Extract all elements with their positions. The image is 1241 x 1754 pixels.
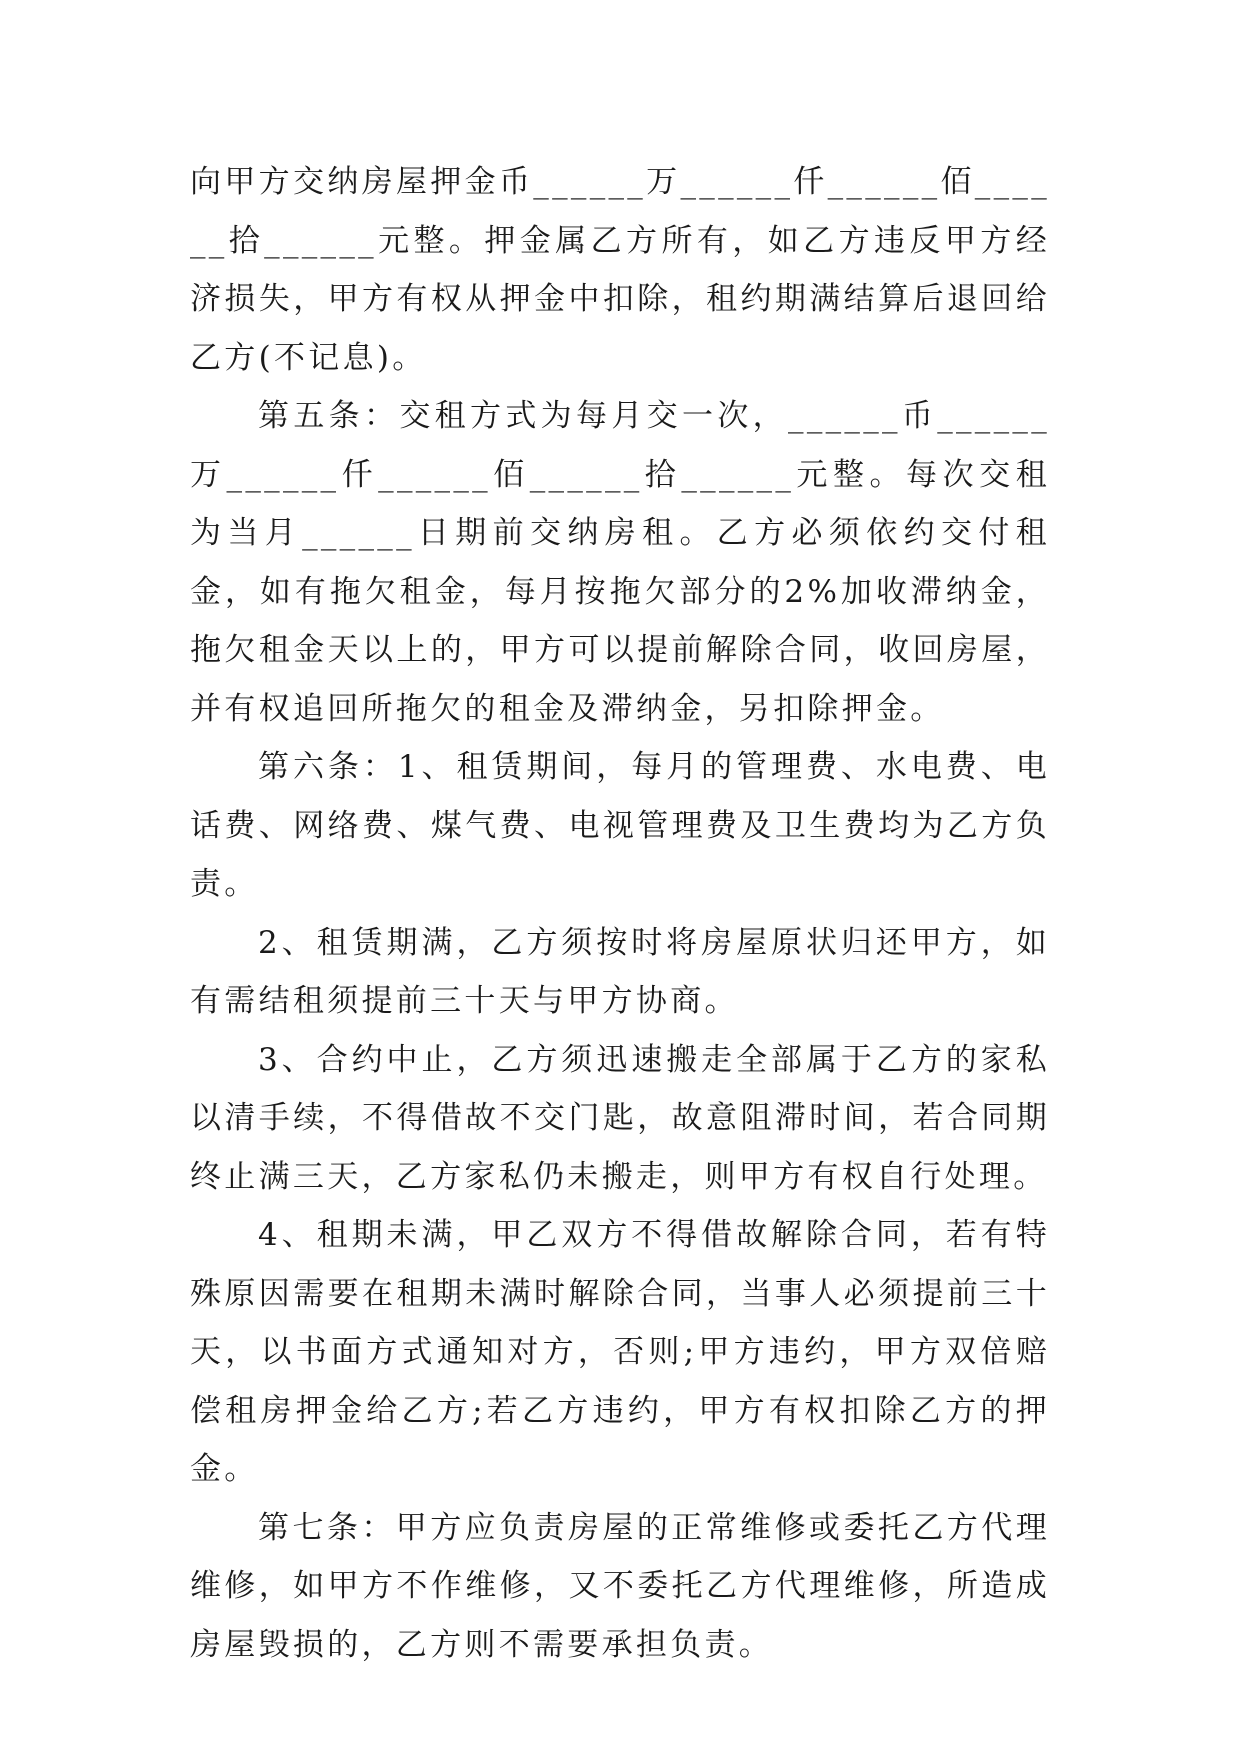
paragraph-article-6-4: 4、租期未满，甲乙双方不得借故解除合同，若有特殊原因需要在租期未满时解除合同，当事人必须提前三十天，以书面方式通知对方，否则;甲方违约，甲方双倍赔偿租房押金给乙方;若乙方违约，甲方有权扣除乙方的押金。 [190, 1217, 1050, 1487]
paragraph-article-7: 第七条：甲方应负责房屋的正常维修或委托乙方代理维修，如甲方不作维修，又不委托乙方代理维修，所造成房屋毁损的，乙方则不需要承担负责。 [190, 1509, 1050, 1663]
paragraph-article-6-3: 3、合约中止，乙方须迅速搬走全部属于乙方的家私以清手续，不得借故不交门匙，故意阻滞时间，若合同期终止满三天，乙方家私仍未搬走，则甲方有权自行处理。 [190, 1041, 1050, 1195]
paragraph-article-6-2: 2、租赁期满，乙方须按时将房屋原状归还甲方，如有需结租须提前三十天与甲方协商。 [190, 924, 1050, 1019]
paragraph-article-5: 第五条：交租方式为每月交一次，______币______万______仟______佰______拾______元整。每次交租为当月______日期前交纳房租。乙方必须依约交付租金，如有拖欠租金，每月按拖欠部分的2%加收滞纳金，拖欠租金天以上的，甲方可以提前解除合同，收回房屋，并有权追回所拖欠的租金及滞纳金，另扣除押金。 [190, 398, 1050, 727]
document-body [190, 153, 1050, 1674]
paragraph-article-6-1: 第六条：1、租赁期间，每月的管理费、水电费、电话费、网络费、煤气费、电视管理费及卫生费均为乙方负责。 [190, 749, 1050, 902]
paragraph-deposit: 向甲方交纳房屋押金币______万______仟______佰______拾______元整。押金属乙方所有，如乙方违反甲方经济损失，甲方有权从押金中扣除，租约期满结算后退回给乙方(不记息)。 [190, 164, 1050, 376]
